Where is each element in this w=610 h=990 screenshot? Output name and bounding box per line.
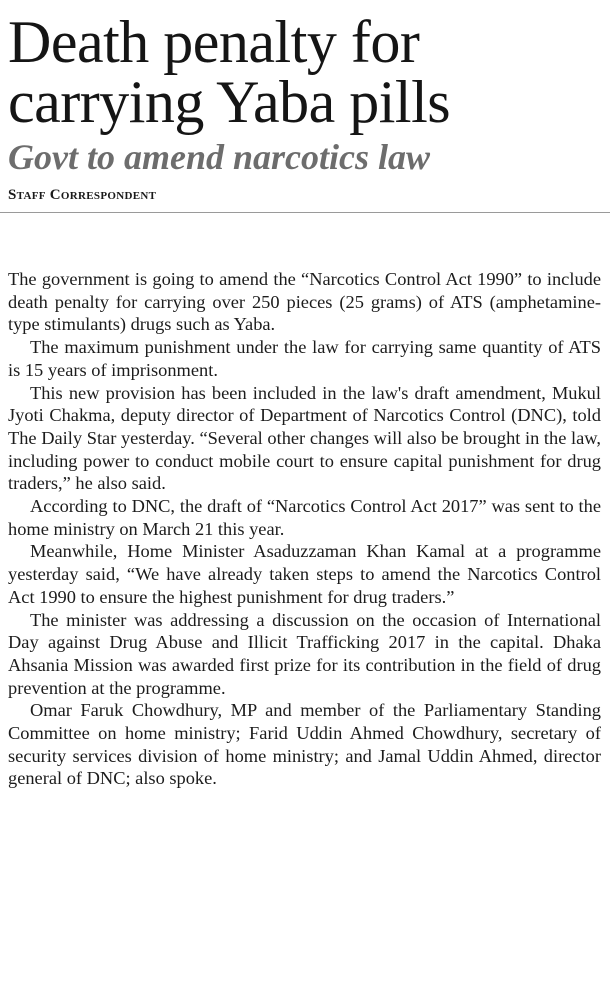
headline-line-1: Death penalty for [8,9,420,75]
paragraph-2: The maximum punishment under the law for carrying same quantity of ATS is 15 years of imprisonment. [8,337,601,380]
headline [0,0,610,135]
byline-divider [0,212,610,213]
byline: Staff Correspondent [8,187,157,203]
paragraph-5: Meanwhile, Home Minister Asaduzzaman Khan Kamal at a programme yesterday said, “We have already taken steps to amend the Narcotics Control Act 1990 to ensure the highest punishment for drug traders.” [8,541,601,607]
paragraph-1: The government is going to amend the “Narcotics Control Act 1990” to include death penalty for carrying over 250 pieces (25 grams) of ATS (amphetamine-type stimulants) drugs such as Yaba. [8,269,601,335]
paragraph-4: According to DNC, the draft of “Narcotics Control Act 2017” was sent to the home ministry on March 21 this year. [8,496,601,539]
paragraph-6: The minister was addressing a discussion on the occasion of International Day against Drug Abuse and Illicit Trafficking 2017 in the capital. Dhaka Ahsania Mission was awarded first prize for its contribution in the field of drug prevention at the programme. [8,609,601,698]
paragraph-3: This new provision has been included in the law's draft amendment, Mukul Jyoti Chakma, deputy director of Department of Narcotics Control (DNC), told The Daily Star yesterday. “Several other changes will also be brought in the law, including power to conduct mobile court to ensure capital punishment for drug traders,” he also said. [8,382,601,494]
article-body [8,268,601,790]
subheadline: Govt to amend narcotics law [8,137,430,177]
paragraph-7: Omar Faruk Chowdhury, MP and member of the Parliamentary Standing Committee on home ministry; Farid Uddin Ahmed Chowdhury, secretary of security services division of home ministry; and Jamal Uddin Ahmed, director general of DNC; also spoke. [8,700,601,789]
headline-line-2: carrying Yaba pills [8,69,451,135]
